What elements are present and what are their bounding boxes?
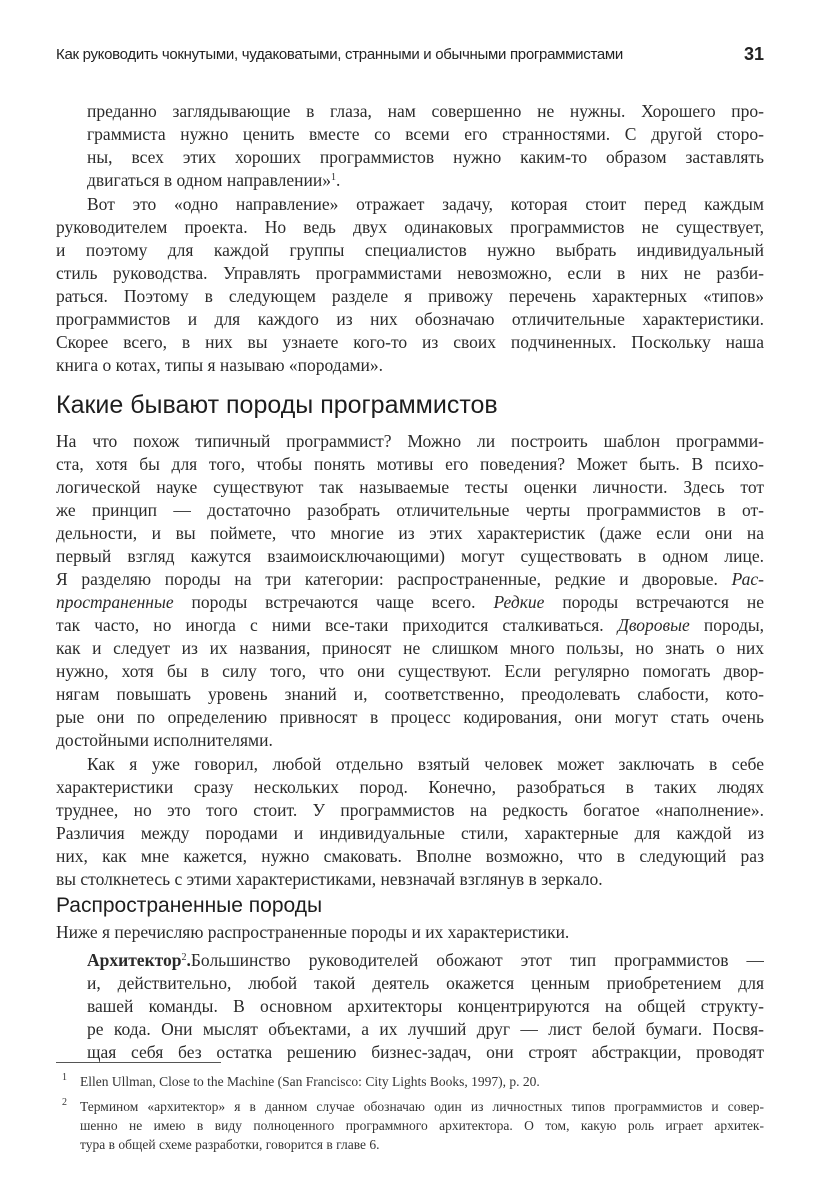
- text-line: руководителем проекта. Но ведь двух одинаковых программистов не существует,: [56, 217, 764, 237]
- text-line: ре кода. Они мыслят объектами, а их лучший друг — лист белой бумаги. Посвя-: [87, 1019, 764, 1039]
- footnote: [56, 1072, 764, 1091]
- body-text: [56, 100, 764, 1065]
- text-line: ста, хотя бы для того, чтобы понять мотивы его поведения? Может быть. В психо-: [56, 454, 764, 474]
- text-line: [56, 568, 764, 591]
- text-line: [56, 169, 764, 192]
- subsection-heading: Распространенные породы: [56, 894, 323, 917]
- text-line: них, как мне кажется, нужно смаковать. Вполне возможно, что в следующий раз: [56, 846, 764, 866]
- text-line: и, действительно, любой такой деятель окажется ценным приобретением для: [87, 973, 764, 993]
- text-line: нужно, хотя бы в силу того, что они существуют. Если регулярно помогать двор-: [56, 661, 764, 681]
- text-line: логической науке существуют так называемые тесты оценки личности. Здесь тот: [56, 477, 764, 497]
- text-line: нягам повышать уровень знаний и, соответственно, преодолевать слабости, кото-: [56, 684, 764, 704]
- text-line: дельности, и вы поймете, что многие из этих характеристик (даже если они на: [56, 523, 764, 543]
- italic-text: Редкие: [493, 592, 545, 612]
- text-span: Большинство руководителей обожают этот тип программистов —: [190, 950, 764, 970]
- paragraph: [56, 430, 764, 752]
- breed-entry: [56, 949, 764, 1064]
- text-line: На что похож типичный программист? Можно ли построить шаблон программи-: [56, 431, 764, 451]
- text-line: как и следует из их названия, приносят не слишком много пользы, но знать о них: [56, 638, 764, 658]
- text-span: породы встречаются чаще всего.: [173, 592, 494, 612]
- text-line: граммиста нужно ценить вместе со всеми его странностями. С другой сторо-: [87, 124, 764, 144]
- text-line: книга о котах, типы я называю «породами».: [56, 355, 384, 375]
- footnote-divider: [56, 1062, 221, 1063]
- text-line: первый взгляд кажутся взаимоисключающими) могут существовать в одном лице.: [56, 546, 764, 566]
- footnote-line: тура в общей схеме разработки, говорится в главе 6.: [80, 1137, 380, 1152]
- bold-term: Архитектор: [87, 950, 182, 970]
- text-span: так часто, но иногда с ними все-таки приходится сталкиваться.: [56, 615, 618, 635]
- footnotes: [56, 1072, 764, 1160]
- text-line: Вот это «одно направление» отражает задачу, которая стоит перед каждым: [87, 194, 764, 214]
- text-line: программистов и для каждого из них обозначаю отличительные характеристики.: [56, 309, 764, 329]
- text-line: Как я уже говорил, любой отдельно взятый человек может заключать в себе: [87, 754, 764, 774]
- italic-text: Рас-: [731, 569, 764, 589]
- footnote-reference: 2: [181, 952, 187, 963]
- paragraph: [56, 921, 764, 944]
- footnote: [56, 1097, 764, 1154]
- text-span: Я разделяю породы на три категории: распространенные, редкие и дворовые.: [56, 569, 732, 589]
- text-span: .: [336, 170, 341, 190]
- text-line: преданно заглядывающие в глаза, нам совершенно не нужны. Хорошего про-: [87, 101, 764, 121]
- footnote-line: Ellen Ullman, Close to the Machine (San Francisco: City Lights Books, 1997), p. 20.: [80, 1074, 540, 1089]
- paragraph: [56, 193, 764, 377]
- section-heading: Какие бывают породы программистов: [56, 391, 498, 419]
- text-line: и поэтому для каждой группы специалистов нужно выбрать индивидуальный: [56, 240, 764, 260]
- footnote-number: 2: [62, 1097, 67, 1108]
- text-line: Ниже я перечисляю распространенные породы и их характеристики.: [56, 922, 570, 942]
- text-line: щая себя без остатка решению бизнес-задач, они строят абстракции, проводят: [87, 1042, 764, 1062]
- text-line: Скорее всего, в них вы узнаете кого-то из своих подчиненных. Поскольку наша: [56, 332, 764, 352]
- text-line: же принцип — достаточно разобрать отличительные черты программистов в от-: [56, 500, 764, 520]
- text-line: рые они по определению привносят в процесс кодирования, они могут стать очень: [56, 707, 764, 727]
- footnote-number: 1: [62, 1072, 67, 1083]
- page-number: 31: [743, 44, 764, 64]
- text-line: [56, 591, 764, 614]
- italic-text: Дворовые: [617, 615, 690, 635]
- running-header: [56, 44, 764, 66]
- text-span: двигаться в одном направлении»: [87, 170, 332, 190]
- quotation: [56, 100, 764, 192]
- paragraph: [56, 753, 764, 891]
- text-span: породы встречаются не: [544, 592, 764, 612]
- text-line: вашей команды. В основном архитекторы концентрируются на общей структу-: [87, 996, 764, 1016]
- text-line: характеристики сразу нескольких пород. Конечно, разобраться в таких людях: [56, 777, 764, 797]
- text-line: [56, 949, 764, 972]
- text-line: достойными исполнителями.: [56, 730, 273, 750]
- footnote-line: шенно не имею в виду полноценного программного архитектора. О том, какую роль играет архитек-: [80, 1118, 764, 1133]
- italic-text: пространенные: [56, 592, 174, 612]
- text-span: породы,: [689, 615, 764, 635]
- footnote-line: Термином «архитектор» я в данном случае обозначаю один из личностных типов программистов и совер-: [80, 1099, 764, 1114]
- text-line: труднее, но это того стоит. У программистов на редкость богатое «наполнение».: [56, 800, 764, 820]
- text-line: вы столкнетесь с этими характеристиками, невзначай взглянув в зеркало.: [56, 869, 603, 889]
- text-line: ны, всех этих хороших программистов нужно каким-то образом заставлять: [87, 147, 764, 167]
- text-line: стиль руководства. Управлять программистами невозможно, если в них не разби-: [56, 263, 764, 283]
- footnote-reference: 1: [331, 172, 337, 183]
- bold-term: .: [186, 950, 191, 970]
- text-line: [56, 614, 764, 637]
- text-line: Различия между породами и индивидуальные стили, характерные для каждой из: [56, 823, 764, 843]
- running-header-title: Как руководить чокнутыми, чудаковатыми, странными и обычными программистами: [56, 46, 623, 63]
- text-line: раться. Поэтому в следующем разделе я привожу перечень характерных «типов»: [56, 286, 764, 306]
